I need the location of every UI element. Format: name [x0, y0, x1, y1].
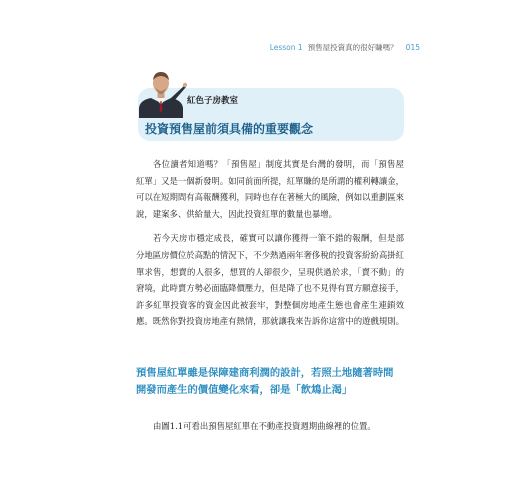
- classroom-badge: 紅色子房教室: [187, 96, 239, 106]
- lesson-label: Lesson 1: [269, 43, 303, 52]
- page-number: 015: [405, 43, 420, 52]
- body-text: [136, 156, 404, 338]
- figure-reference: 由圖1.1可看出預售屋紅單在不動產投資週期曲線裡的位置。: [153, 421, 376, 431]
- callout-line-2-prefix: 開發而產生的價值變化來看，卻是「: [136, 384, 301, 396]
- callout-line-1: 預售屋紅單雖是保障建商利潤的設計，若照土地隨著時間: [136, 367, 394, 379]
- callout-line-2: [136, 382, 406, 399]
- callout-idiom: 飲鴆止渴: [300, 384, 342, 396]
- callout-quote: [136, 365, 406, 399]
- chapter-title-header: 預售屋投資真的很好賺嗎？: [307, 43, 398, 52]
- paragraph-1: 各位讀者知道嗎？「預售屋」制度其實是台灣的發明，而「預售屋紅單」又是一個新發明。如同前面所提，紅單賺的是所謂的權利轉讓金，可以在短期間有高報酬獲利，同時也存在著極大的風險，例如以重劃區來說，建案多、供給量大，因此投資紅單的數量也暴增。: [136, 159, 404, 219]
- running-header: [270, 42, 420, 53]
- author-portrait: [135, 68, 187, 118]
- section-title: 投資預售屋前須具備的重要觀念: [145, 122, 314, 136]
- callout-line-2-suffix: 」: [341, 384, 353, 396]
- paragraph-2: 若今天房市穩定成長，確實可以讓你獲得一筆不錯的報酬，但是部分地區房價位於高點的情況下，不少熱過兩年奢侈稅的投資客紛紛高掛紅單求售，想賣的人很多，想買的人卻很少，呈現供過於求，「賣不動」的窘境，此時賣方勢必面臨降價壓力，但是降了也不見得有買方願意接手，許多紅單投資客的資金因此被套牢，對整個房地產生態也會產生連鎖效應。既然你對投資房地產有熱情，那就讓我來告訴你這當中的遊戲規則。: [136, 233, 404, 327]
